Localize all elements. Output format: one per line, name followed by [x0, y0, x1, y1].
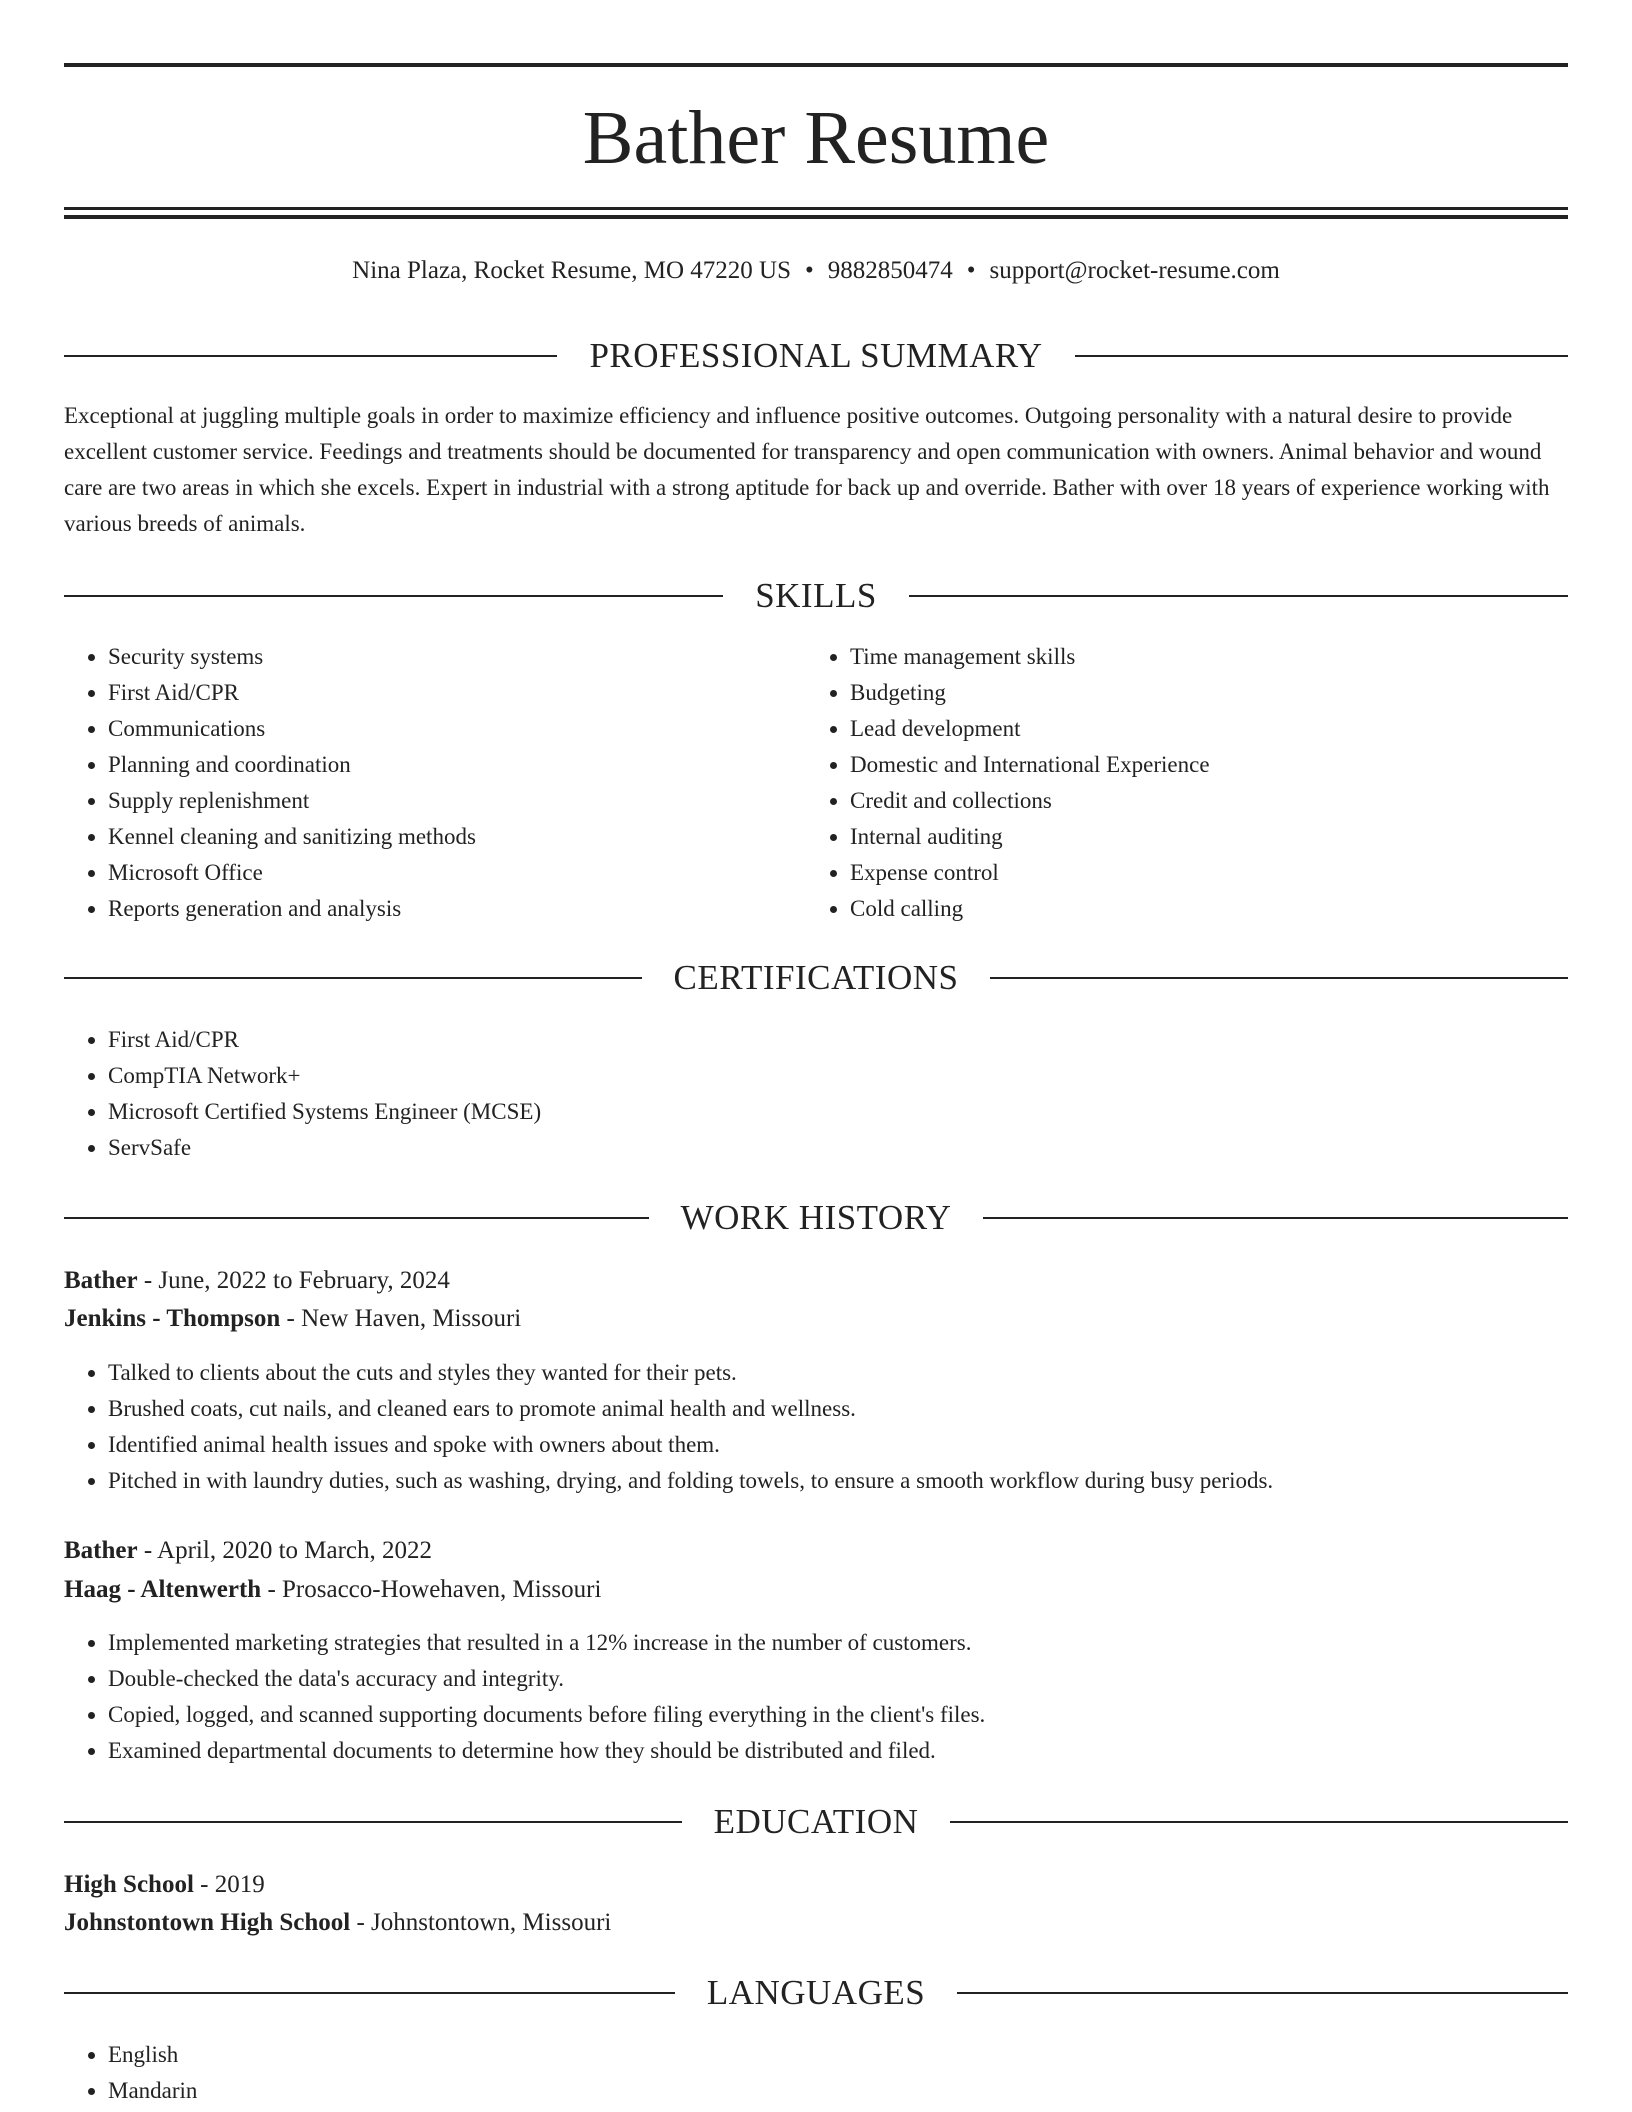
job-company: Haag - Altenwerth	[64, 1576, 262, 1603]
section-title: CERTIFICATIONS	[673, 958, 959, 997]
education-degree: High School	[64, 1871, 194, 1898]
section-heading-education	[64, 1800, 1568, 1844]
job-duty-item: • Identified animal health issues and spoke with owners about them.	[108, 1427, 1568, 1463]
heading-rule	[64, 595, 723, 597]
section-heading-work	[64, 1196, 1568, 1240]
education-school: Johnstontown High School	[64, 1909, 351, 1936]
skill-item: • Reports generation and analysis	[108, 891, 808, 927]
job-dates: - June, 2022 to February, 2024	[137, 1267, 450, 1294]
heading-rule	[64, 1217, 649, 1219]
skills-list-right	[806, 639, 1550, 927]
skills-list-left	[64, 639, 808, 927]
summary-text: Exceptional at juggling multiple goals in order to maximize efficiency and influence positive outcomes. Outgoing personality with a natural desire to provide excellent customer service. Feedings and treatments should be documented for transparency and open communication with owners. Animal behavior and wound care are two areas in which she excels. Expert in industrial with a strong aptitude for back up and override. Bather with over 18 years of experience working with various breeds of animals.	[64, 403, 1550, 536]
title-rule-lower	[64, 215, 1568, 219]
education-school-line	[64, 1904, 1568, 1942]
job-dates: - April, 2020 to March, 2022	[137, 1537, 433, 1564]
certification-item: • CompTIA Network+	[108, 1058, 1508, 1094]
skill-item: • Expense control	[850, 855, 1550, 891]
job-company: Jenkins - Thompson	[64, 1305, 281, 1332]
heading-rule	[1075, 355, 1568, 357]
job-company-line	[64, 1571, 1568, 1609]
job-company-line	[64, 1300, 1568, 1338]
job-title: Bather	[64, 1537, 138, 1564]
certification-item: • Microsoft Certified Systems Engineer (MCSE)	[108, 1094, 1508, 1130]
top-rule	[64, 63, 1568, 67]
skill-item: • First Aid/CPR	[108, 675, 808, 711]
language-item: • English	[108, 2037, 1508, 2073]
job-duty-item: • Talked to clients about the cuts and styles they wanted for their pets.	[108, 1355, 1568, 1391]
heading-rule	[990, 977, 1568, 979]
job-title-line	[64, 1262, 1568, 1300]
skill-item: • Planning and coordination	[108, 747, 808, 783]
skill-item: • Credit and collections	[850, 783, 1550, 819]
resume-title: Bather Resume	[582, 96, 1050, 180]
skill-item: • Supply replenishment	[108, 783, 808, 819]
job-duty-item: • Double-checked the data's accuracy and integrity.	[108, 1661, 1568, 1697]
heading-rule	[983, 1217, 1568, 1219]
education-year: - 2019	[193, 1871, 265, 1898]
skill-item: • Kennel cleaning and sanitizing methods	[108, 819, 808, 855]
certification-item: • ServSafe	[108, 1130, 1508, 1166]
heading-rule	[64, 355, 557, 357]
education-location: - Johnstontown, Missouri	[350, 1909, 612, 1936]
heading-rule	[64, 1992, 675, 1994]
contact-separator: •	[966, 257, 976, 284]
skill-item: • Budgeting	[850, 675, 1550, 711]
title-rule-upper	[64, 207, 1568, 210]
section-title: LANGUAGES	[706, 1973, 926, 2012]
certifications-list	[64, 1022, 1508, 1166]
job-duty-item: • Examined departmental documents to determine how they should be distributed and filed.	[108, 1733, 1568, 1769]
skill-item: • Time management skills	[850, 639, 1550, 675]
job-duty-item: • Copied, logged, and scanned supporting documents before filing everything in the client's files.	[108, 1697, 1568, 1733]
job-title-line	[64, 1532, 1568, 1570]
job-duties-list	[64, 1625, 1568, 1769]
heading-rule	[64, 977, 642, 979]
job-title: Bather	[64, 1267, 138, 1294]
section-title: PROFESSIONAL SUMMARY	[589, 336, 1043, 375]
education-degree-line	[64, 1866, 1568, 1904]
certification-item: • First Aid/CPR	[108, 1022, 1508, 1058]
heading-rule	[957, 1992, 1568, 1994]
section-heading-languages	[64, 1971, 1568, 2015]
contact-info	[64, 252, 1568, 290]
job-duty-item: • Brushed coats, cut nails, and cleaned ears to promote animal health and wellness.	[108, 1391, 1568, 1427]
skill-item: • Microsoft Office	[108, 855, 808, 891]
job-duties-list	[64, 1355, 1568, 1499]
languages-list	[64, 2037, 1508, 2109]
job-duty-item: • Implemented marketing strategies that resulted in a 12% increase in the number of customers.	[108, 1625, 1568, 1661]
section-heading-certifications	[64, 956, 1568, 1000]
skill-item: • Internal auditing	[850, 819, 1550, 855]
section-title: SKILLS	[755, 576, 877, 615]
language-item: • Mandarin	[108, 2073, 1508, 2109]
contact-email: support@rocket-resume.com	[989, 257, 1280, 284]
job-location: - New Haven, Missouri	[280, 1305, 522, 1332]
skill-item: • Communications	[108, 711, 808, 747]
heading-rule	[64, 1821, 682, 1823]
section-title: WORK HISTORY	[680, 1198, 952, 1237]
skill-item: • Lead development	[850, 711, 1550, 747]
section-title: EDUCATION	[713, 1802, 919, 1841]
contact-separator: •	[805, 257, 814, 284]
skill-item: • Cold calling	[850, 891, 1550, 927]
section-heading-skills	[64, 574, 1568, 618]
heading-rule	[950, 1821, 1568, 1823]
heading-rule	[909, 595, 1568, 597]
skill-item: • Security systems	[108, 639, 808, 675]
skill-item: • Domestic and International Experience	[850, 747, 1550, 783]
job-duty-item: • Pitched in with laundry duties, such as washing, drying, and folding towels, to ensure a smooth workflow during busy periods.	[108, 1463, 1568, 1499]
section-heading-summary	[64, 334, 1568, 378]
contact-phone: 9882850474	[827, 257, 953, 284]
job-location: - Prosacco-Howehaven, Missouri	[261, 1576, 602, 1603]
contact-address: Nina Plaza, Rocket Resume, MO 47220 US	[352, 257, 791, 284]
